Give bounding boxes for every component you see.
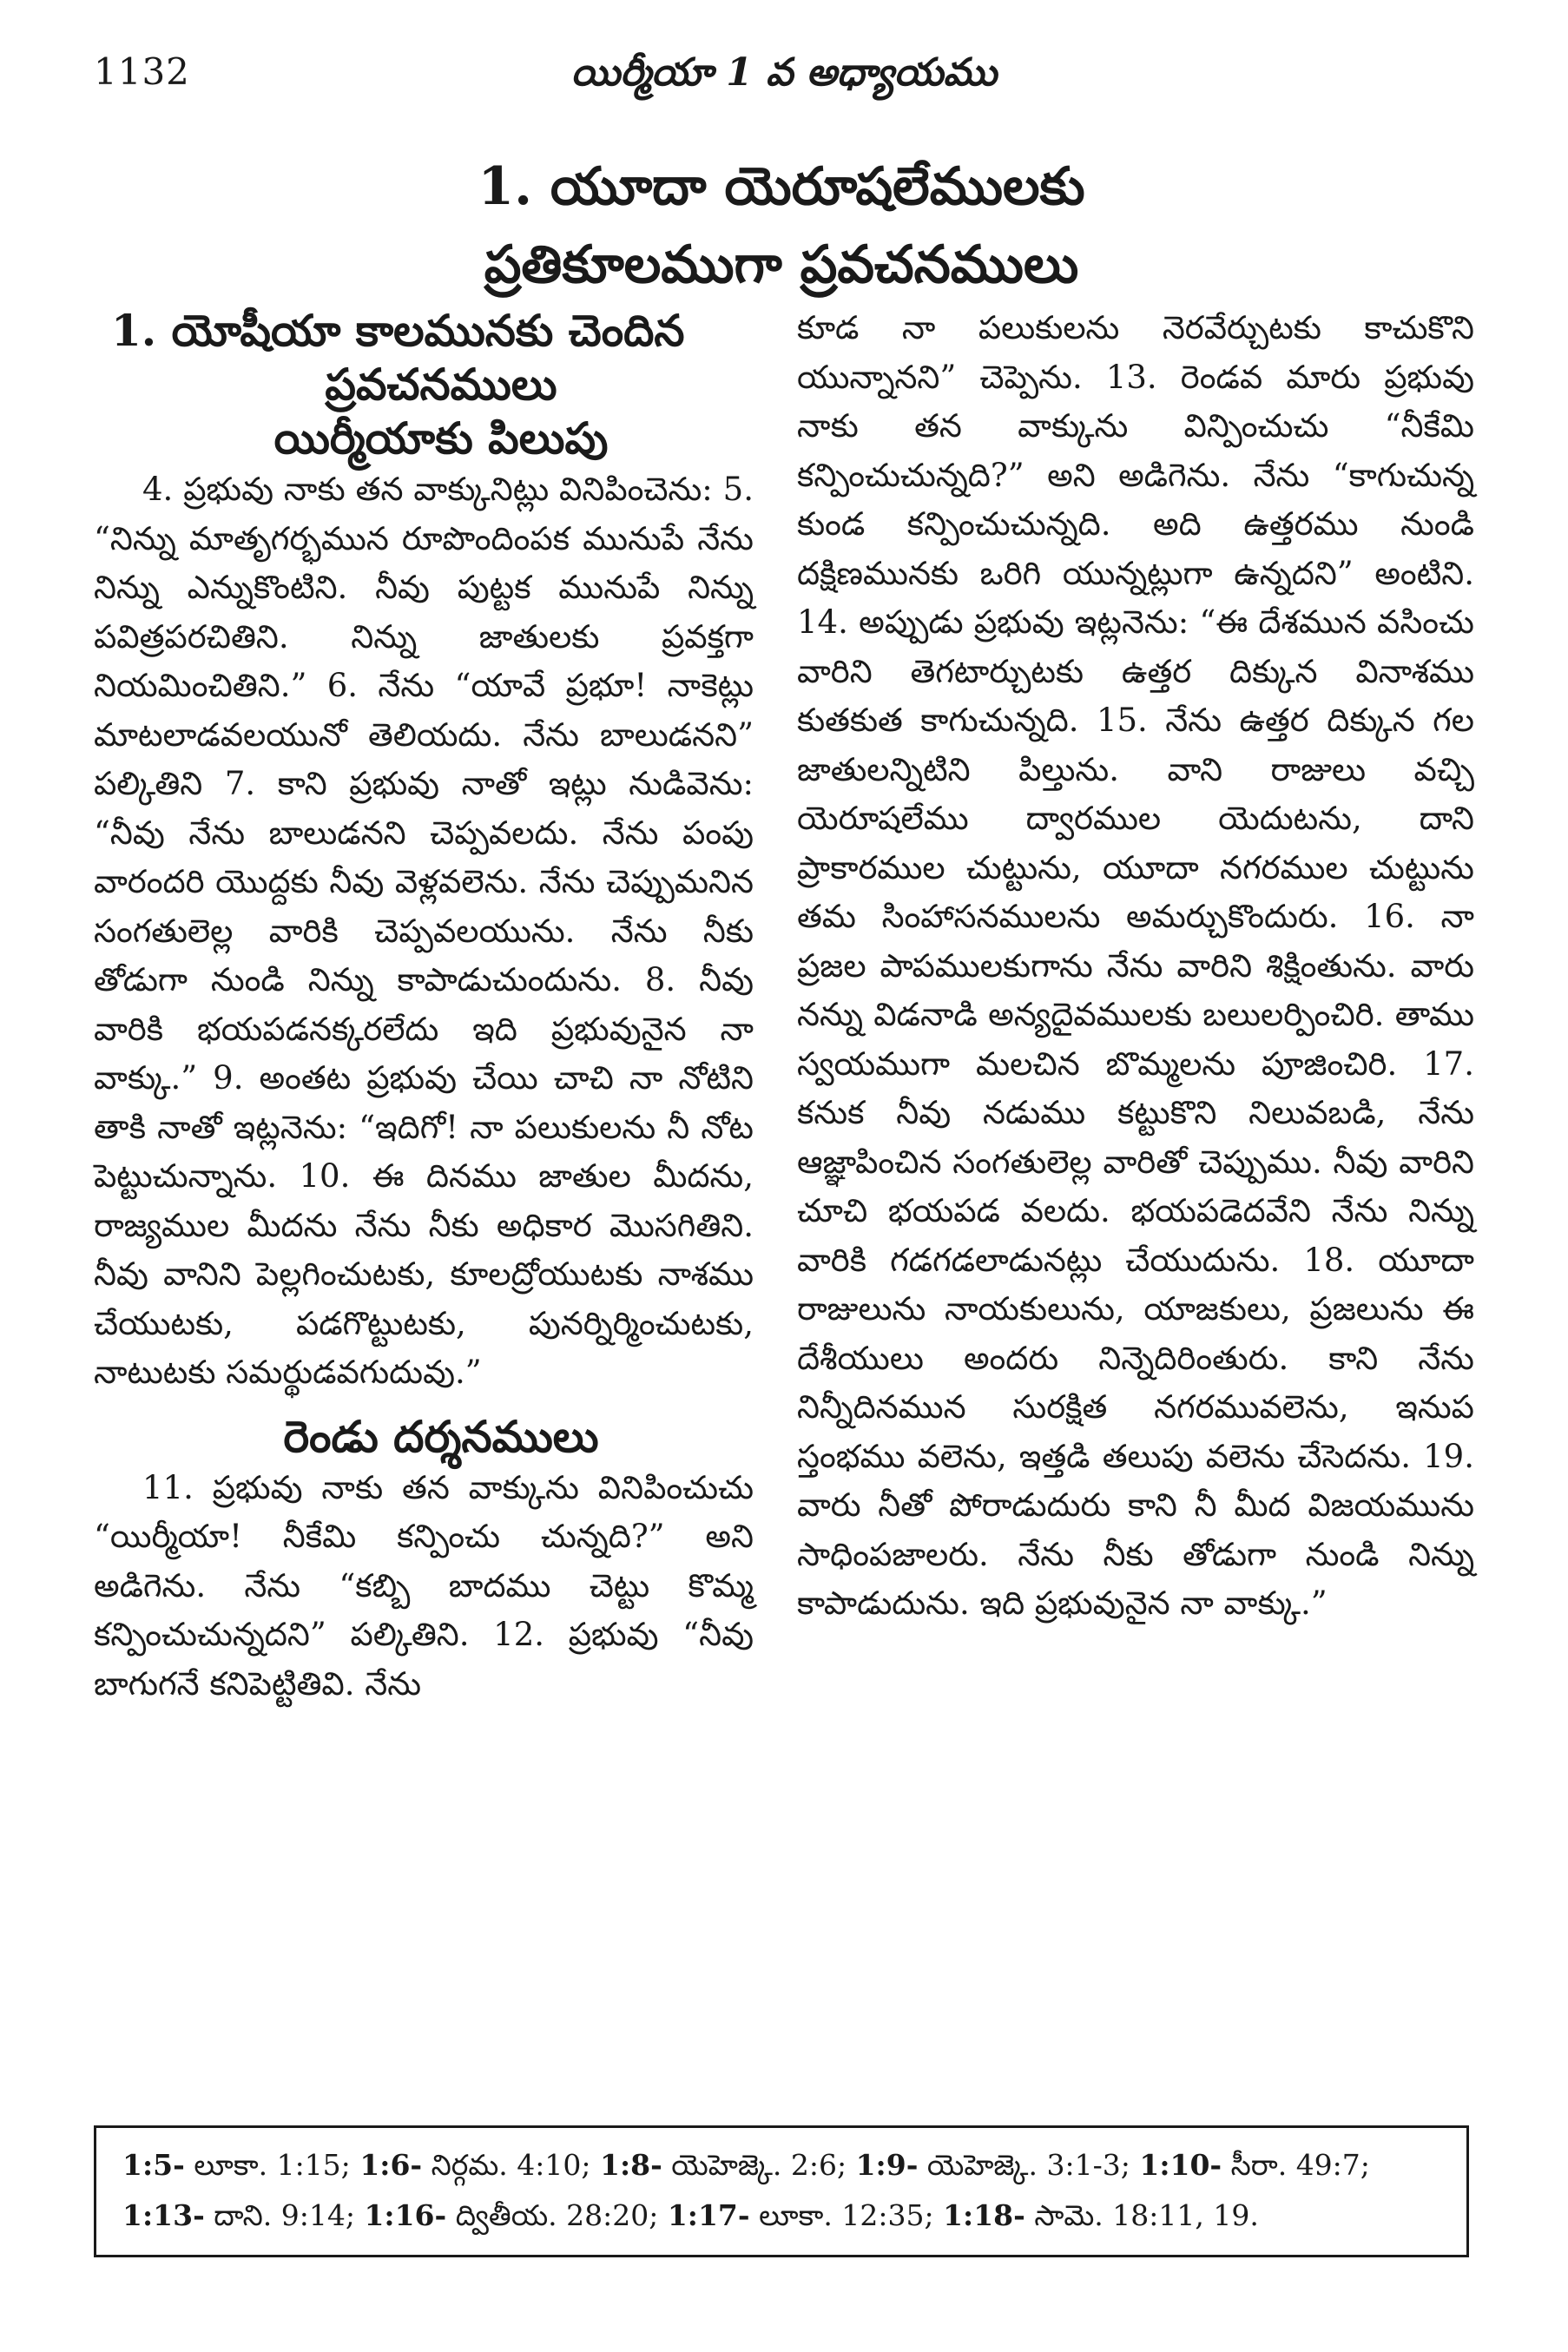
cross-reference: 1:6- నిర్గమ. 4:10;: [359, 2148, 591, 2182]
verse-paragraph: 4. ప్రభువు నాకు తన వాక్కునిట్లు వినిపించెను: 5. “నిన్ను మాతృగర్భమున రూపొందింపక మునుపే నేను నిన్ను ఎన్నుకొంటిని. నీవు పుట్టక మునుపే నిన్ను పవిత్రపరచితిని. నిన్ను జాతులకు ప్రవక్తగా నియమించితిని.” 6. నేను “యావే ప్రభూ! నాకెట్లు మాటలాడవలయునో తెలియదు. నేను బాలుడనని” పల్కితిని 7. కాని ప్రభువు నాతో ఇట్లు నుడివెను: “నీవు నేను బాలుడనని చెప్పవలదు. నేను పంపు వారందరి యొద్దకు నీవు వెళ్లవలెను. నేను చెప్పుమనిన సంగతులెల్ల వారికి చెప్పవలయును. నేను నీకు తోడుగా నుండి నిన్ను కాపాడుచుందును. 8. నీవు వారికి భయపడనక్కరలేదు ఇది ప్రభువునైన నా వాక్కు.” 9. అంతట ప్రభువు చేయి చాచి నా నోటిని తాకి నాతో ఇట్లనెను: “ఇదిగో! నా పలుకులను నీ నోట పెట్టుచున్నాను. 10. ఈ దినము జాతుల మీదను, రాజ్యముల మీదను నేను నీకు అధికార మొసగితిని. నీవు వానిని పెల్లగించుటకు, కూలద్రోయుటకు నాశము చేయుటకు, పడగొట్టుటకు, పునర్నిర్మించుటకు, నాటుటకు సమర్థుడవగుదువు.”: [94, 471, 754, 1391]
cross-reference: 1:17- లూకా. 12:35;: [667, 2198, 934, 2232]
section-title-line2: ప్రతికూలముగా ప్రవచనములు: [484, 234, 1079, 295]
verse-paragraph: కూడ నా పలుకులను నెరవేర్చుటకు కాచుకొని యున్నానని” చెప్పెను. 13. రెండవ మారు ప్రభువు నాకు తన వాక్కును విన్పించుచు “నీకేమి కన్పించుచున్నది?” అని అడిగెను. నేను “కాగుచున్న కుండ కన్పించుచున్నది. అది ఉత్తరము నుండి దక్షిణమునకు ఒరిగి యున్నట్లుగా ఉన్నదని” అంటిని. 14. అప్పుడు ప్రభువు ఇట్లనెను: “ఈ దేశమున వసించు వారిని తెగటార్చుటకు ఉత్తర దిక్కున వినాశము కుతకుత కాగుచున్నది. 15. నేను ఉత్తర దిక్కున గల జాతులన్నిటిని పిల్తును. వాని రాజులు వచ్చి యెరూషలేము ద్వారముల యెదుటను, దాని ప్రాకారముల చుట్టును, యూదా నగరముల చుట్టును తమ సింహాసనములను అమర్చుకొందురు. 16. నా ప్రజల పాపములకుగాను నేను వారిని శిక్షింతును. వారు నన్ను విడనాడి అన్యదైవములకు బలులర్పించిరి. తాము స్వయముగా మలచిన బొమ్మలను పూజించిరి. 17. కనుక నీవు నడుము కట్టుకొని నిలువబడి, నేను ఆజ్ఞాపించిన సంగతులెల్ల వారితో చెప్పుము. నీవు వారిని చూచి భయపడ వలదు. భయపడెదవేని నేను నిన్ను వారికి గడగడలాడునట్లు చేయుదును. 18. యూదా రాజులును నాయకులును, యాజకులు, ప్రజలును ఈ దేశీయులు అందరు నిన్నెదిరింతురు. కాని నేను నిన్నీదినమున సురక్షిత నగరమువలెను, ఇనుప స్తంభము వలెను, ఇత్తడి తలుపు వలెను చేసెదను. 19. వారు నీతో పోరాడుదురు కాని నీ మీద విజయమును సాధింపజాలరు. నేను నీకు తోడుగా నుండి నిన్ను కాపాడుదును. ఇది ప్రభువునైన నా వాక్కు.”: [797, 309, 1474, 1622]
right-column: [797, 304, 1474, 1629]
cross-reference-box: [94, 2125, 1469, 2257]
subhead-calling: యిర్మీయాకు పిలుపు: [273, 412, 609, 464]
running-title: యిర్మీయా 1 వ అధ్యాయము: [570, 50, 998, 95]
running-header: [94, 50, 1474, 102]
subhead-two-visions: రెండు దర్శనములు: [283, 1410, 599, 1462]
verse-paragraph: 11. ప్రభువు నాకు తన వాక్కును వినిపించుచు “యిర్మీయా! నీకేమి కన్పించు చున్నది?” అని అడిగెను. నేను “కబ్బి బాదము చెట్టు కొమ్మ కన్పించుచున్నదని” పల్కితిని. 12. ప్రభువు “నీవు బాగుగనే కనిపెట్టితివి. నేను: [94, 1468, 754, 1703]
cross-reference: 1:8- యెహెజ్కె. 2:6;: [599, 2148, 847, 2182]
cross-reference: 1:18- సామె. 18:11, 19.: [943, 2198, 1259, 2232]
page-number: 1132: [94, 50, 190, 93]
cross-reference: 1:13- దాని. 9:14;: [122, 2198, 355, 2232]
subhead-era-line2: ప్రవచనములు: [325, 359, 557, 410]
cross-reference: 1:10- సీరా. 49:7;: [1139, 2148, 1370, 2182]
cross-reference: 1:5- లూకా. 1:15;: [122, 2148, 351, 2182]
section-title-line1: 1. యూదా యెరూషలేములకు: [478, 156, 1085, 217]
left-column: [94, 304, 754, 1709]
cross-reference: 1:9- యెహెజ్కె. 3:1-3;: [855, 2148, 1130, 2182]
cross-reference: 1:16- ద్వితీయ. 28:20;: [364, 2198, 659, 2232]
subhead-era-line1: 1. యోషీయా కాలమునకు చెందిన: [111, 305, 685, 356]
